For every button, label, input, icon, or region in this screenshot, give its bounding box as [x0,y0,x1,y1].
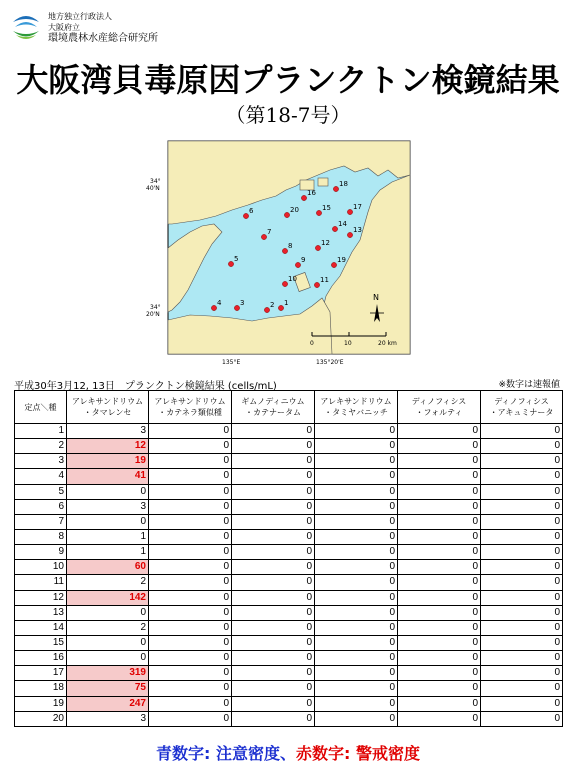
count-cell: 142 [67,590,149,605]
count-cell: 0 [67,635,149,650]
scale-tick-0: 0 [310,340,314,347]
count-cell: 0 [398,605,481,620]
org-line-2: 大阪府立 [48,23,80,32]
count-cell: 0 [149,620,232,635]
station-label: 20 [290,206,299,214]
count-cell: 0 [481,605,563,620]
count-cell: 0 [315,424,398,439]
count-cell: 0 [398,666,481,681]
station-id-cell: 15 [15,635,67,650]
count-cell: 0 [315,560,398,575]
station-id-cell: 11 [15,575,67,590]
count-cell: 0 [398,454,481,469]
table-row [15,545,563,560]
count-cell: 60 [67,560,149,575]
station-marker [234,305,239,310]
issue-number: （第18-7号） [225,103,351,127]
count-cell: 0 [481,560,563,575]
count-cell: 0 [481,545,563,560]
count-cell: 0 [481,575,563,590]
column-header: アレキサンドリウム ・カテネラ類似種 [149,391,232,424]
svg-text:N: N [373,293,379,302]
count-cell: 0 [149,469,232,484]
count-cell: 0 [315,696,398,711]
count-cell: 0 [315,590,398,605]
count-cell: 0 [398,529,481,544]
count-cell: 0 [232,545,315,560]
station-marker [314,282,319,287]
org-name [48,11,158,45]
lat-label-top-min: 40'N [146,185,160,192]
lat-label-top-deg: 34° [150,178,161,185]
station-id-cell: 10 [15,560,67,575]
count-cell: 0 [315,605,398,620]
station-id-cell: 14 [15,620,67,635]
count-cell: 0 [149,605,232,620]
legend-separator: 、 [279,744,296,763]
count-cell: 0 [232,605,315,620]
table-row [15,696,563,711]
count-cell: 0 [149,439,232,454]
station-label: 10 [288,275,297,283]
count-cell: 12 [67,439,149,454]
station-label: 12 [321,239,330,247]
column-header: ギムノディニウム ・カテナータム [232,391,315,424]
count-cell: 0 [398,545,481,560]
table-row [15,711,563,726]
count-cell: 0 [232,590,315,605]
column-header: アレキサンドリウム ・タミヤバニッチ [315,391,398,424]
count-cell: 0 [481,484,563,499]
count-cell: 0 [315,711,398,726]
count-cell: 0 [67,484,149,499]
count-cell: 0 [481,681,563,696]
count-cell: 0 [232,484,315,499]
table-row [15,605,563,620]
scale-tick-10: 10 [344,340,352,347]
count-cell: 0 [315,545,398,560]
org-logo [8,8,208,48]
count-cell: 0 [481,635,563,650]
caption-text: 平成30年3月12, 13日 プランクトン検鏡結果 [14,381,225,392]
scale-tick-20: 20 km [378,340,397,347]
count-cell: 0 [149,666,232,681]
count-cell: 0 [232,711,315,726]
count-cell: 0 [232,681,315,696]
station-id-cell: 20 [15,711,67,726]
count-cell: 0 [232,620,315,635]
count-cell: 0 [398,620,481,635]
station-id-cell: 13 [15,605,67,620]
table-body [15,424,563,727]
plankton-table [14,390,563,727]
table-row [15,529,563,544]
station-label: 17 [353,203,362,211]
count-cell: 75 [67,681,149,696]
station-id-cell: 9 [15,545,67,560]
count-cell: 0 [315,454,398,469]
station-marker [333,186,338,191]
page-title: 大阪湾貝毒原因プランクトン検鏡結果 [16,61,560,99]
count-cell: 0 [481,424,563,439]
count-cell: 0 [232,424,315,439]
count-cell: 3 [67,424,149,439]
table-row [15,681,563,696]
station-marker [278,305,283,310]
station-label: 2 [270,301,275,309]
count-cell: 0 [481,529,563,544]
count-cell: 0 [315,499,398,514]
count-cell: 0 [67,651,149,666]
count-cell: 0 [232,514,315,529]
station-id-cell: 17 [15,666,67,681]
count-cell: 0 [398,635,481,650]
count-cell: 0 [67,605,149,620]
station-marker [264,307,269,312]
count-cell: 0 [481,711,563,726]
lon-label-right: 135°20'E [316,359,344,366]
count-cell: 41 [67,469,149,484]
count-cell: 0 [398,469,481,484]
count-cell: 247 [67,696,149,711]
legend-caution: 青数字: 注意密度 [156,744,280,763]
count-cell: 0 [149,424,232,439]
station-label: 3 [240,299,245,307]
station-marker [211,305,216,310]
count-cell: 0 [149,499,232,514]
station-label: 14 [338,220,347,228]
count-cell: 0 [398,575,481,590]
count-cell: 0 [481,454,563,469]
count-cell: 0 [398,711,481,726]
count-cell: 0 [315,484,398,499]
count-cell: 0 [398,651,481,666]
count-cell: 0 [232,696,315,711]
station-marker [331,262,336,267]
count-cell: 19 [67,454,149,469]
count-cell: 0 [481,590,563,605]
count-cell: 2 [67,575,149,590]
station-marker [316,210,321,215]
station-map [138,130,438,370]
count-cell: 0 [67,514,149,529]
count-cell: 0 [398,681,481,696]
count-cell: 0 [149,575,232,590]
legend-alert: 赤数字: 警戒密度 [296,744,420,763]
station-id-cell: 4 [15,469,67,484]
count-cell: 0 [315,651,398,666]
count-cell: 0 [232,529,315,544]
count-cell: 0 [149,651,232,666]
count-cell: 0 [232,439,315,454]
table-row [15,590,563,605]
count-cell: 0 [149,454,232,469]
station-label: 4 [217,299,222,307]
table-row [15,424,563,439]
count-cell: 0 [481,499,563,514]
station-id-cell: 16 [15,651,67,666]
count-cell: 0 [232,499,315,514]
table-row [15,635,563,650]
station-label: 16 [307,189,316,197]
count-cell: 0 [398,484,481,499]
station-label: 1 [284,299,289,307]
count-cell: 0 [232,666,315,681]
count-cell: 0 [315,681,398,696]
station-label: 9 [301,256,306,264]
count-cell: 0 [315,529,398,544]
count-cell: 0 [315,620,398,635]
count-cell: 0 [149,514,232,529]
station-marker [295,262,300,267]
lon-label-left: 135°E [222,359,241,366]
station-id-cell: 1 [15,424,67,439]
org-line-3: 環境農林水産総合研究所 [48,33,158,44]
table-row [15,439,563,454]
table-row [15,454,563,469]
count-cell: 0 [315,575,398,590]
table-row [15,484,563,499]
count-cell: 2 [67,620,149,635]
table-row [15,560,563,575]
count-cell: 3 [67,499,149,514]
station-marker [332,226,337,231]
station-label: 5 [234,255,239,263]
station-id-cell: 19 [15,696,67,711]
station-marker [261,234,266,239]
station-marker [243,213,248,218]
station-marker [282,281,287,286]
station-id-cell: 8 [15,529,67,544]
count-cell: 0 [149,529,232,544]
table-row [15,469,563,484]
org-line-1: 地方独立行政法人 [48,12,112,21]
count-cell: 0 [232,575,315,590]
count-cell: 0 [398,560,481,575]
table-row [15,620,563,635]
station-marker [347,209,352,214]
station-label: 13 [353,226,362,234]
count-cell: 0 [149,635,232,650]
count-cell: 1 [67,545,149,560]
column-header: アレキサンドリウム ・タマレンセ [67,391,149,424]
table-corner-header: 定点＼種 [15,391,67,424]
station-id-cell: 5 [15,484,67,499]
count-cell: 0 [149,681,232,696]
count-cell: 0 [398,499,481,514]
table-row [15,514,563,529]
column-header: ディノフィシス ・フォルティ [398,391,481,424]
count-cell: 0 [398,590,481,605]
station-id-cell: 7 [15,514,67,529]
station-marker [282,248,287,253]
column-header: ディノフィシス ・アキュミナータ [481,391,563,424]
count-cell: 0 [315,635,398,650]
count-cell: 0 [481,439,563,454]
station-label: 15 [322,204,331,212]
table-header-row [15,391,563,424]
station-label: 6 [249,207,254,215]
station-marker [301,195,306,200]
count-cell: 0 [481,651,563,666]
count-cell: 0 [315,439,398,454]
count-cell: 1 [67,529,149,544]
count-cell: 0 [315,469,398,484]
count-cell: 0 [398,424,481,439]
count-cell: 3 [67,711,149,726]
station-label: 18 [339,180,348,188]
station-marker [228,261,233,266]
station-id-cell: 18 [15,681,67,696]
count-cell: 0 [149,560,232,575]
count-cell: 0 [481,620,563,635]
count-cell: 0 [398,696,481,711]
station-label: 11 [320,276,329,284]
table-row [15,575,563,590]
table-row [15,499,563,514]
count-cell: 0 [149,545,232,560]
count-cell: 319 [67,666,149,681]
count-cell: 0 [232,469,315,484]
count-cell: 0 [481,666,563,681]
count-cell: 0 [232,560,315,575]
lat-label-bottom-deg: 34° [150,304,161,311]
count-cell: 0 [398,439,481,454]
count-cell: 0 [398,514,481,529]
preliminary-note: ※数字は速報値 [498,380,560,390]
density-legend [0,741,576,764]
station-label: 8 [288,242,293,250]
count-cell: 0 [315,666,398,681]
station-marker [284,212,289,217]
count-cell: 0 [481,514,563,529]
station-id-cell: 3 [15,454,67,469]
station-marker [347,232,352,237]
station-marker [315,245,320,250]
station-id-cell: 2 [15,439,67,454]
count-cell: 0 [149,711,232,726]
count-cell: 0 [232,651,315,666]
count-cell: 0 [481,696,563,711]
count-cell: 0 [481,469,563,484]
count-cell: 0 [232,454,315,469]
count-cell: 0 [149,484,232,499]
station-label: 7 [267,228,272,236]
count-cell: 0 [315,514,398,529]
station-id-cell: 6 [15,499,67,514]
lat-label-bottom-min: 20'N [146,311,160,318]
count-cell: 0 [232,635,315,650]
org-logo-mark-icon [10,12,42,42]
caption-unit: (cells/mL) [227,381,277,392]
count-cell: 0 [149,696,232,711]
station-label: 19 [337,256,346,264]
count-cell: 0 [149,590,232,605]
station-id-cell: 12 [15,590,67,605]
table-row [15,651,563,666]
table-row [15,666,563,681]
